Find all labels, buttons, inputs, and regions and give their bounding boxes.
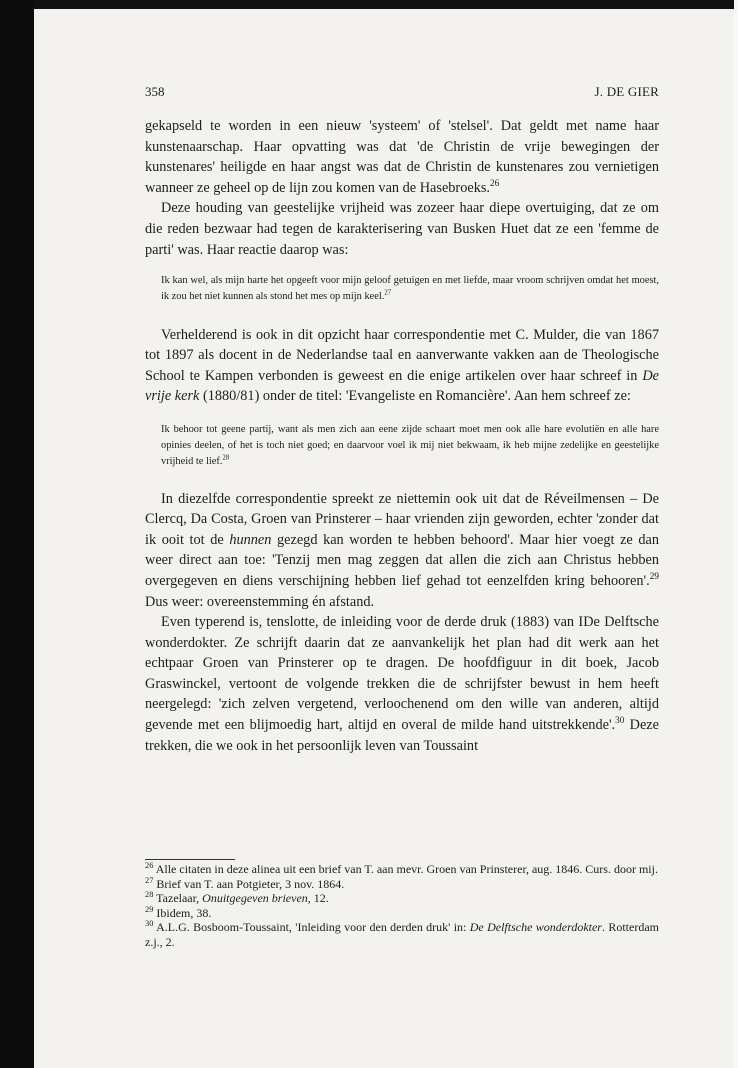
footnote-ref-29: 29: [649, 572, 659, 583]
footnote-ref-27: 27: [384, 289, 392, 297]
footnotes: [145, 862, 659, 950]
emphasis-italic: hunnen: [229, 531, 272, 548]
footnote-ref-30: 30: [615, 716, 625, 727]
footnote: $^{27}$ Brief van T. aan Potgieter, 3 nov. 1864.: [145, 875, 345, 891]
footnote: $^{29}$ Ibidem, 38.: [145, 904, 212, 920]
footnote: $^{30}$ A.L.G. Bosboom-Toussaint, 'Inleiding voor den derden druk' in: De Delftsche wonderdokter. Rotterdam z.j., 2.: [145, 919, 659, 949]
footnote-ref-28: 28: [222, 454, 230, 462]
paragraph-2: Deze houding van geestelijke vrijheid was zozeer haar diepe overtuiging, dat ze om die reden bezwaar had tegen de karakterisering van Busken Huet dat ze een 'femme de parti' was. Haar reactie daarop was:: [145, 200, 659, 258]
footnote-ref-26: 26: [489, 179, 500, 190]
block-quote-2: Ik behoor tot geene partij, want als men zich aan eene zijde schaart moet men ook alle hare evolutiën en alle hare opinies deelen, of het is toch niet goed; en daarvoor voel ik mij niet bekwaam, ik heb mijne zedelijke en geestelijke vrijheid te lief.$^{28}$: [161, 423, 659, 468]
scan-right-edge: [734, 0, 738, 1068]
body-text: [145, 116, 659, 756]
footnote: $^{26}$ Alle citaten in deze alinea uit een brief van T. aan mevr. Groen van Prinsterer, aug. 1846. Curs. door mij.: [145, 861, 658, 876]
paragraph-3: Verhelderend is ook in dit opzicht haar correspondentie met C. Mulder, die van 1867 tot 1897 als docent in de Nederlandse taal en aanverwante vakken aan de Theologische School te Kampen verbonden is geweest en die enige artikelen over haar schreef in De vrije kerk (1880/81) onder de titel: 'Evangeliste en Romancière'. Aan hem schreef ze:: [145, 326, 659, 405]
scan-left-border: [0, 0, 34, 1068]
scan-top-border: [0, 0, 738, 9]
paragraph-5: Even typerend is, tenslotte, de inleiding voor de derde druk (1883) van IDe Delftsche wonderdokter. Ze schrijft daarin dat ze aanvankelijk het plan had dit werk aan het echtpaar Groen van Prinsterer op te dragen. De hoofdfiguur in dit boek, Jacob Graswinckel, vertoont de volgende trekken die de schrijfster bewust in hem heeft neergelegd: 'zich zelven vergetend, verloochenend om den wille van anderen, altijd gevende met een blijmoedig hart, altijd en overal de milde hand uitstrekkende'.$^{30}$ Deze trekken, die we ook in het persoonlijk leven van Toussaint: [145, 614, 659, 754]
block-quote-1: Ik kan wel, als mijn harte het opgeeft voor mijn geloof getuigen en met liefde, maar vroom schrijven omdat het moest, ik zou het niet kunnen als stond het mes op mijn keel.$^{27}$: [161, 275, 659, 303]
footnote-divider: [145, 859, 235, 860]
footnote: $^{28}$ Tazelaar, Onuitgegeven brieven, 12.: [145, 890, 329, 906]
title-italic: De vrije kerk: [145, 367, 659, 405]
paragraph-1: gekapseld te worden in een nieuw 'systeem' of 'stelsel'. Dat geldt met name haar kunstenaarschap. Haar opvatting was dat 'de Christin de vrije bewegingen der kunstenares' heiligde en haar angst was dat de Christin de kunstenares zou vernietigen wanneer ze geheel op de lijn zou komen van de Hasebroeks.$^{26}$: [145, 118, 659, 196]
page-number: 358: [145, 84, 165, 99]
paragraph-4: In diezelfde correspondentie spreekt ze niettemin ook uit dat de Réveilmensen – De Clercq, Da Costa, Groen van Prinsterer – haar vrienden zijn geworden, echter 'zonder dat ik ooit tot de hunnen gezegd kan worden te hebben behoord'. Maar hier voegt ze dan weer direct aan toe: 'Tenzij men mag zeggen dat allen die zich aan Christus hebben overgegeven en diens verschijning hebben lief gehad tot eenzelfden kring behooren'.$^{29}$ Dus weer: overeenstemming én afstand.: [145, 490, 659, 610]
running-head: J. DE GIER: [594, 84, 659, 99]
